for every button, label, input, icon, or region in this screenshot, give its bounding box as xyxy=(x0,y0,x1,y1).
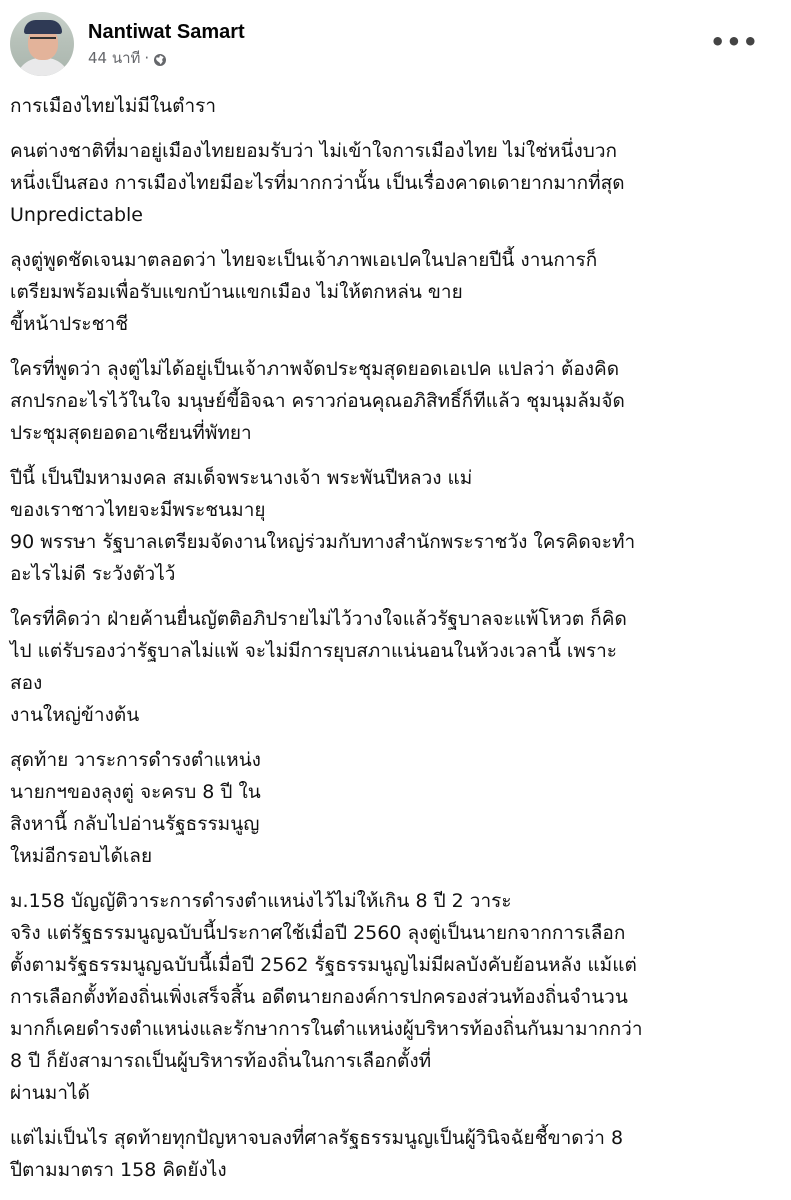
post-header xyxy=(10,8,777,80)
post-paragraph: ลุงตู่พูดชัดเจนมาตลอดว่า ไทยจะเป็นเจ้าภาพเอเปคในปลายปีนี้ งานการก็ เตรียมพร้อมเพื่อรับแขกบ้านแขกเมือง ไม่ให้ตกหล่น ขาย ขี้หน้าประชาชี xyxy=(10,249,598,335)
post-paragraph: ปีนี้ เป็นปีมหามงคล สมเด็จพระนางเจ้า พระพันปีหลวง แม่ ของเราชาวไทยจะมีพระชนมายุ 90 พรรษา รัฐบาลเตรียมจัดงานใหญ่ร่วมกับทางสำนักพระราชวัง ใครคิดจะทำ อะไรไม่ดี ระวังตัวไว้ xyxy=(10,467,636,585)
post-paragraph: การเมืองไทยไม่มีในตำรา xyxy=(10,95,217,117)
avatar-cap xyxy=(24,20,62,34)
globe-icon[interactable] xyxy=(153,51,167,65)
post-paragraph: สุดท้าย วาระการดำรงตำแหน่ง นายกฯของลุงตู่ จะครบ 8 ปี ใน สิงหานี้ กลับไปอ่านรัฐธรรมนูญ ใหม่อีกรอบได้เลย xyxy=(10,749,261,867)
post-paragraph: ม.158 บัญญัติวาระการดำรงตำแหน่งไว้ไม่ให้เกิน 8 ปี 2 วาระ จริง แต่รัฐธรรมนูญฉบับนี้ประกาศใช้เมื่อปี 2560 ลุงตู่เป็นนายกจากการเลือก ตั้งตามรัฐธรรมนูญฉบับนี้เมื่อปี 2562 รัฐธรรมนูญไม่มีผลบังคับย้อนหลัง แม้แต่ การเลือกตั้งท้องถิ่นเพิ่งเสร็จสิ้น อดีตนายกองค์การปกครองส่วนท้องถิ่นจำนวน มากก็เคยดำรงตำแหน่งและรักษาการในตำแหน่งผู้บริหารท้องถิ่นกันมามากกว่า 8 ปี ก็ยังสามารถเป็นผู้บริหารท้องถิ่นในการเลือกตั้งที่ ผ่านมาได้ xyxy=(10,890,643,1104)
post-paragraph: แต่ไม่เป็นไร สุดท้ายทุกปัญหาจบลงที่ศาลรัฐธรรมนูญเป็นผู้วินิจฉัยชี้ขาดว่า 8 ปีตามมาตรา 158 คิดยังไง xyxy=(10,1127,624,1181)
post-meta xyxy=(88,19,245,69)
post-subline xyxy=(88,47,245,69)
author-name[interactable]: Nantiwat Samart xyxy=(88,21,245,43)
post-body xyxy=(10,90,777,1186)
more-options-button[interactable]: ••• xyxy=(709,28,759,56)
avatar-shirt xyxy=(16,58,70,76)
post-paragraph: คนต่างชาติที่มาอยู่เมืองไทยยอมรับว่า ไม่เข้าใจการเมืองไทย ไม่ใช่หนึ่งบวก หนึ่งเป็นสอง การเมืองไทยมีอะไรที่มากกว่านั้น เป็นเรื่องคาดเดายากมากที่สุด Unpredictable xyxy=(10,140,625,226)
separator-dot: · xyxy=(144,49,150,67)
avatar-glasses xyxy=(30,37,56,45)
avatar[interactable] xyxy=(10,12,74,76)
post-paragraph: ใครที่พูดว่า ลุงตู่ไม่ได้อยู่เป็นเจ้าภาพจัดประชุมสุดยอดเอเปค แปลว่า ต้องคิด สกปรกอะไรไว้ในใจ มนุษย์ขี้อิจฉา คราวก่อนคุณอภิสิทธิ์ก็ทีแล้ว ชุมนุมล้มจัด ประชุมสุดยอดอาเซียนที่พัทยา xyxy=(10,358,625,444)
post-timestamp[interactable]: 44 นาที xyxy=(88,49,141,67)
post-paragraph: ใครที่คิดว่า ฝ่ายค้านยื่นญัตติอภิปรายไม่ไว้วางใจแล้วรัฐบาลจะแพ้โหวต ก็คิด ไป แต่รับรองว่ารัฐบาลไม่แพ้ จะไม่มีการยุบสภาแน่นอนในห้วงเวลานี้ เพราะ สอง งานใหญ่ข้างต้น xyxy=(10,608,627,726)
